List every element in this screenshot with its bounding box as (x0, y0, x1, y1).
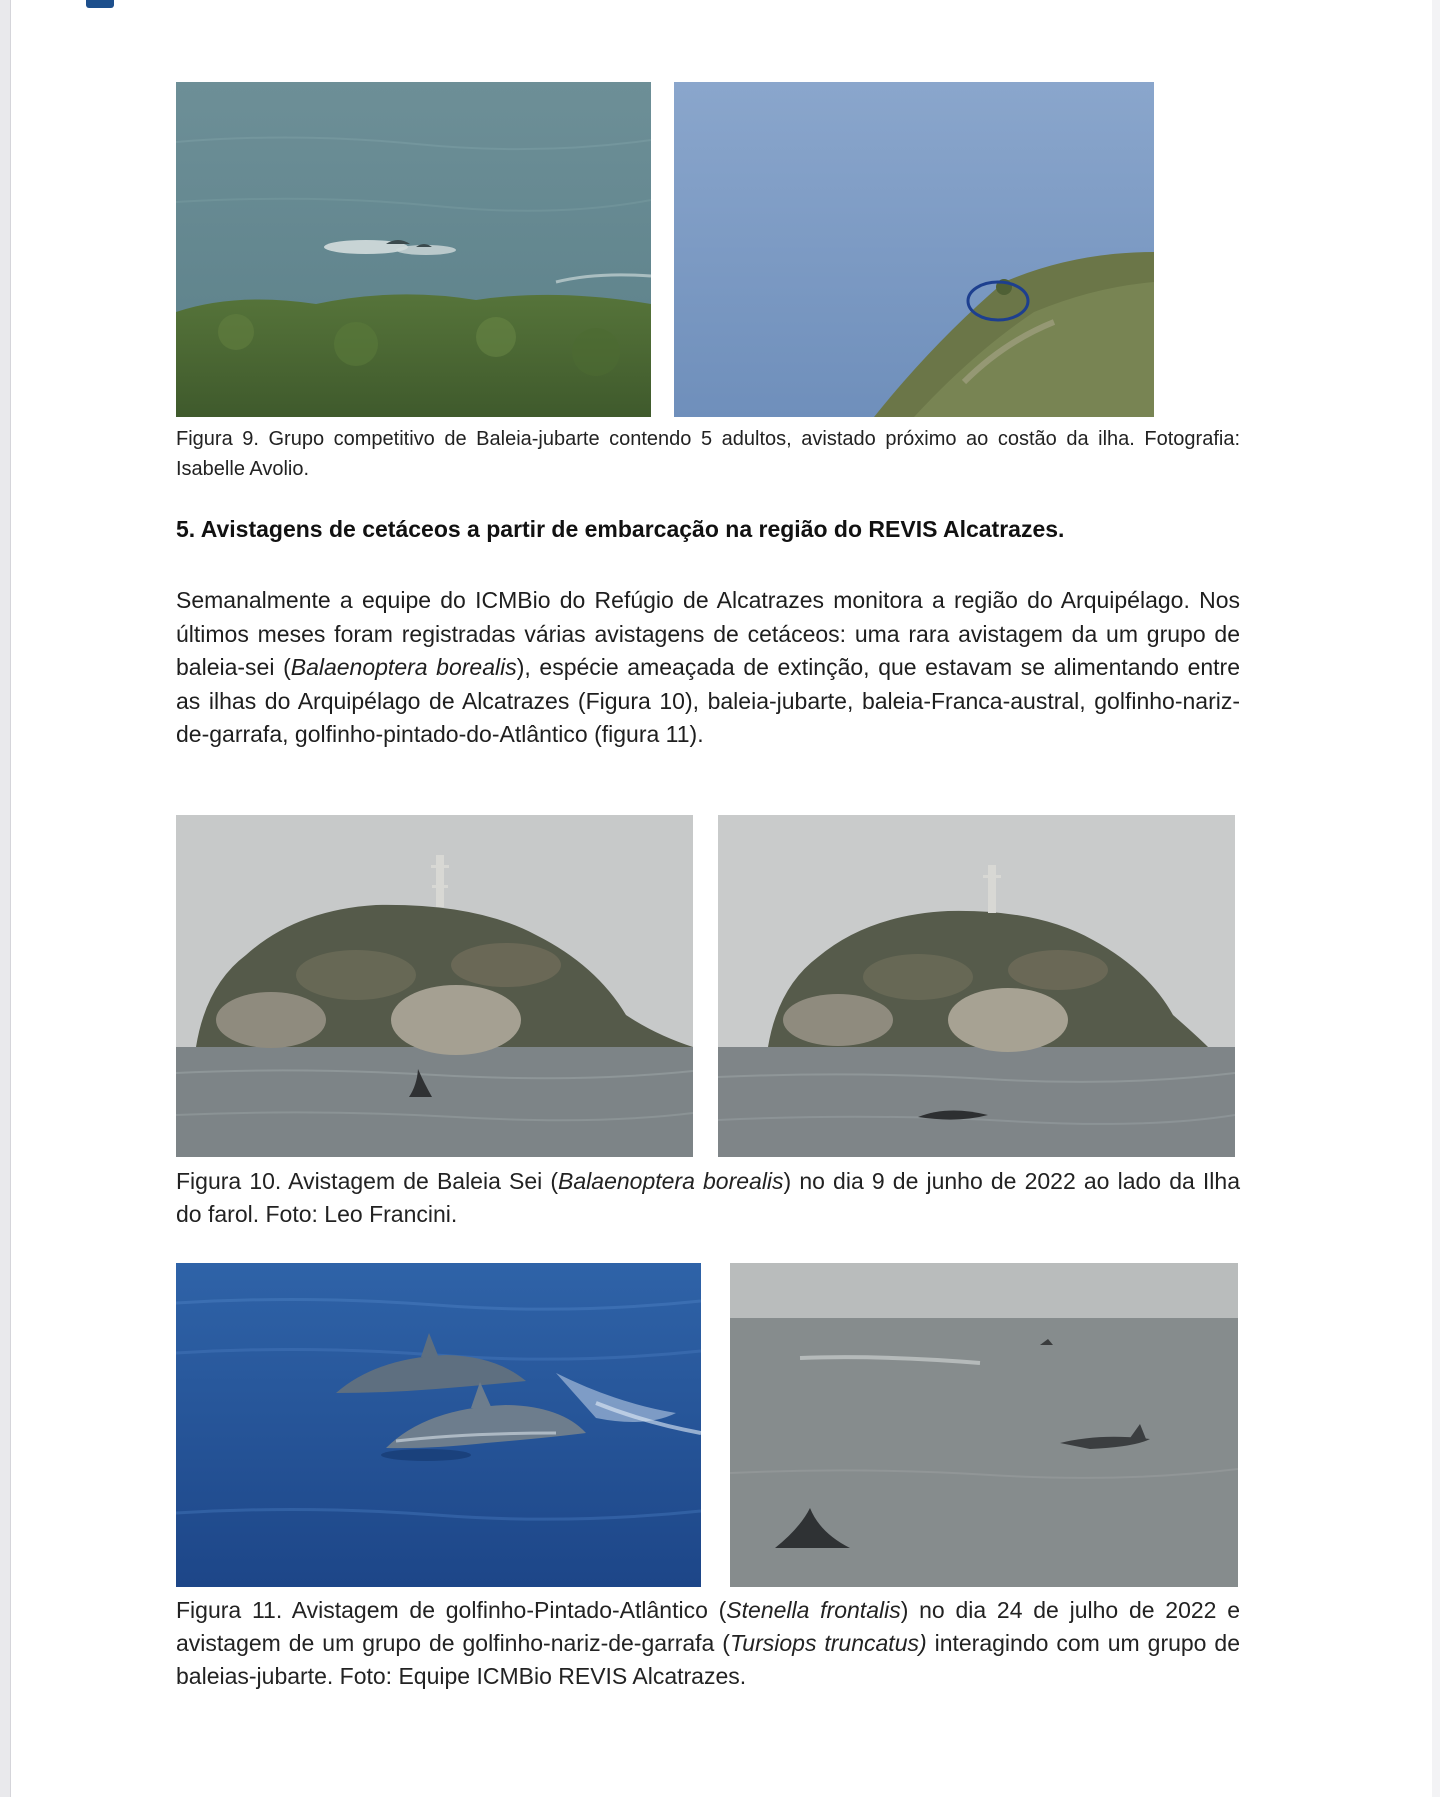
figure10-caption (176, 1165, 1240, 1231)
figure9-photo-island-slope (674, 82, 1154, 417)
figure10-caption-text-1: Figura 10. Avistagem de Baleia Sei ( (176, 1168, 559, 1194)
figure11-caption-text-2: ) no dia 24 de julho de 2022 e avistagem de um grupo de golfinho-nariz-de-garrafa ( (176, 1597, 1241, 1656)
figure10-photo-island-fin (176, 815, 693, 1157)
bookmark-icon[interactable] (86, 0, 114, 8)
page-edge-line (10, 0, 11, 1797)
page-edge-right (1432, 0, 1440, 1797)
figure11-caption (176, 1594, 1240, 1693)
page-edge (0, 0, 10, 1797)
figure11-caption-species-2: Tursiops truncatus) (729, 1630, 927, 1656)
paragraph-text-1: Semanalmente a equipe do ICMBio do Refúgio de Alcatrazes monitora a região do Arquipélago. Nos últimos meses foram registradas várias avistagens de cetáceos: uma rara avistagem da um grupo de baleia-sei ( (176, 587, 1240, 680)
figure10-caption-species: Balaenoptera borealis (558, 1168, 784, 1194)
figure11-caption-text-1: Figura 11. Avistagem de golfinho-Pintado-Atlântico ( (176, 1597, 727, 1623)
figure11-photo-jumping-dolphins (176, 1263, 701, 1587)
figure11-photo-dolphin-group (730, 1263, 1238, 1587)
figure9-caption: Figura 9. Grupo competitivo de Baleia-jubarte contendo 5 adultos, avistado próximo ao costão da ilha. Fotografia: Isabelle Avolio. (176, 428, 1240, 480)
figure11-caption-text-3: interagindo com um grupo de baleias-jubarte. Foto: Equipe ICMBio REVIS Alcatrazes. (176, 1630, 1240, 1689)
figure10-caption-text-2: ) no dia 9 de junho de 2022 ao lado da Ilha do farol. Foto: Leo Francini. (176, 1168, 1240, 1227)
figure11-caption-species-1: Stenella frontalis (726, 1597, 901, 1623)
figure10-photo-island-whale (718, 815, 1235, 1157)
paragraph-text-2: ), espécie ameaçada de extinção, que estavam se alimentando entre as ilhas do Arquipélago de Alcatrazes (Figura 10), baleia-jubarte, baleia-Franca-austral, golfinho-nariz-de-garrafa, golfinho-pintado-do-Atlântico (figura 11). (176, 654, 1240, 747)
section-paragraph (176, 584, 1240, 752)
figure9-photo-whales-coast (176, 82, 651, 417)
paragraph-species: Balaenoptera borealis (290, 654, 517, 680)
section-heading: 5. Avistagens de cetáceos a partir de embarcação na região do REVIS Alcatrazes. (176, 516, 1065, 542)
